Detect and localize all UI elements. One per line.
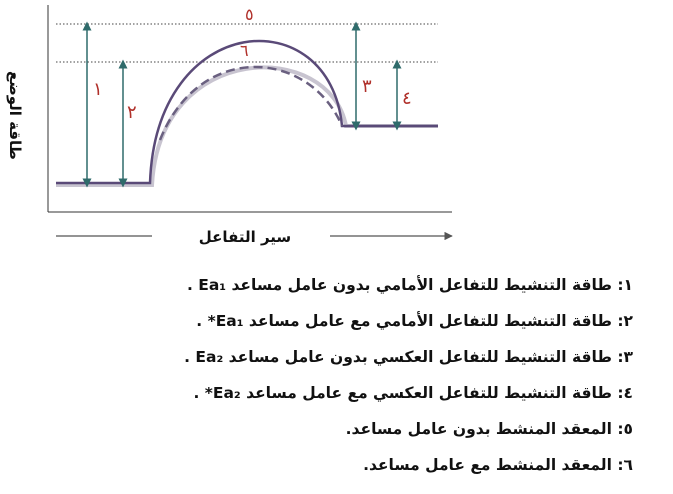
marker-4: ٤: [402, 88, 412, 109]
legend-item-4: ٤: طاقة التنشيط للتفاعل العكسي مع عامل مساعد Ea₂* .: [193, 384, 633, 402]
y-axis-label: طاقة الوضع: [6, 70, 24, 160]
marker-1: ١: [93, 79, 103, 100]
legend-item-6: ٦: المعقد المنشط مع عامل مساعد.: [363, 456, 633, 474]
marker-5: ٥: [245, 5, 254, 24]
legend-item-5: ٥: المعقد المنشط بدون عامل مساعد.: [345, 420, 633, 438]
catalyzed-curve: [160, 67, 342, 140]
marker-6: ٦: [240, 41, 249, 60]
legend: [73, 270, 633, 486]
legend-item-1: ١: طاقة التنشيط للتفاعل الأمامي بدون عامل مساعد Ea₁ .: [186, 276, 633, 294]
legend-item-3: ٣: طاقة التنشيط للتفاعل العكسي بدون عامل مساعد Ea₂ .: [184, 348, 633, 366]
marker-2: ٢: [127, 102, 137, 123]
x-axis-label: سير التفاعل: [198, 228, 292, 246]
legend-item-2: ٢: طاقة التنشيط للتفاعل الأمامي مع عامل مساعد Ea₁* .: [196, 312, 633, 330]
marker-3: ٣: [362, 76, 372, 97]
